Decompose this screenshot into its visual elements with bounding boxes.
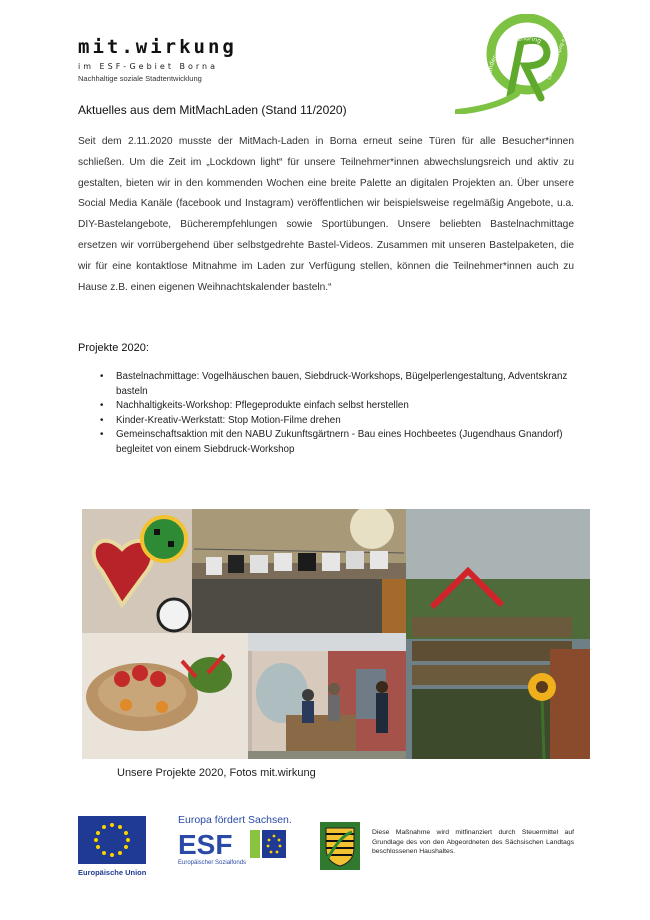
list-item: • Kinder-Kreativ-Werkstatt: Stop Motion-Filme drehen [100, 414, 570, 429]
photo-caption: Unsere Projekte 2020, Fotos mit.wirkung [117, 767, 316, 779]
eu-label: Europäische Union [78, 868, 147, 877]
photo-screenprint-bags [192, 509, 406, 633]
list-item: • Gemeinschaftsaktion mit den NABU Zukunftsgärtnern - Bau eines Hochbeetes (Jugendhaus Gnandorf) begleitet von einem Siebdruck-Workshop [100, 429, 563, 455]
logo-arc-text-2: Landkreis Leipzig e.V. [547, 33, 569, 81]
brand-name: mit.wirkung [78, 36, 237, 58]
logo-swoosh [457, 94, 517, 112]
bullet-icon: • [100, 400, 104, 412]
photo-advent-wreaths [82, 633, 248, 759]
bullet-icon: • [100, 371, 104, 382]
photo-collage [82, 509, 590, 759]
list-item: • Bastelnachmittage: Vogelhäuschen bauen, Siebdruck-Workshops, Bügelperlengestaltung, Adventskranz basteln [100, 371, 568, 397]
saxony-coat-of-arms-icon [320, 822, 360, 870]
eu-flag-icon [78, 816, 146, 864]
esf-subtitle: Europäischer Sozialfonds [178, 860, 247, 866]
bullet-icon: • [100, 414, 104, 426]
bullet-icon: • [100, 429, 104, 441]
photo-community-garden [248, 633, 406, 759]
article-body: Seit dem 2.11.2020 musste der MitMach-Laden in Borna erneut seine Türen für alle Besucher*innen schließen. Um die Zeit im „Lockdown light“ für unsere Teilnehmer*innen abwechslungsreich und aktiv zu gestalten, bieten wir in den kommenden Wochen eine breite Palette an digitalen Projekten an. Über unsere Social Media Kanäle (facebook und Instagram) veröffentlichen wir beispielsweise regelmäßig Angebote, u.a. DIY-Bastelangebote, Bücherempfehlungen sowie Sportübungen. Unsere beliebten Bastelnachmittage ersetzen wir vorrübergehend über selbstgedrehte Bastel-Videos. Zusammen mit unseren Bastelpaketen, die wir für eine kontaktlose Mitnahme im Laden zur Verfügung stellen, können die Teilnehmer*innen auch zu Hause z.B. einen eigenen Weihnachtskalender basteln.“ [78, 136, 574, 293]
projects-heading: Projekte 2020: [78, 342, 149, 354]
list-item: • Nachhaltigkeits-Workshop: Pflegeprodukte einfach selbst herstellen [100, 399, 570, 414]
brand-subtitle: im ESF-Gebiet Borna [78, 62, 218, 71]
brand-tagline: Nachhaltige soziale Stadtentwicklung [78, 74, 202, 83]
header [78, 36, 237, 83]
logo-arc-text: Kinder- und Jugendring [486, 35, 543, 76]
kjr-logo [455, 14, 580, 114]
footer [0, 810, 650, 880]
esf-slogan: Europa fördert Sachsen. [178, 814, 292, 826]
projects-list [100, 370, 570, 458]
article-title: Aktuelles aus dem MitMachLaden (Stand 11/2020) [78, 103, 347, 117]
photo-bead-art [82, 509, 192, 633]
svg-text:ESF: ESF [178, 829, 233, 860]
photo-raised-bed [406, 509, 590, 759]
funding-note: Diese Maßnahme wird mitfinanziert durch Steuermittel auf Grundlage des von den Abgeordneten des Sächsischen Landtags beschlossenen Haushaltes. [372, 829, 574, 855]
